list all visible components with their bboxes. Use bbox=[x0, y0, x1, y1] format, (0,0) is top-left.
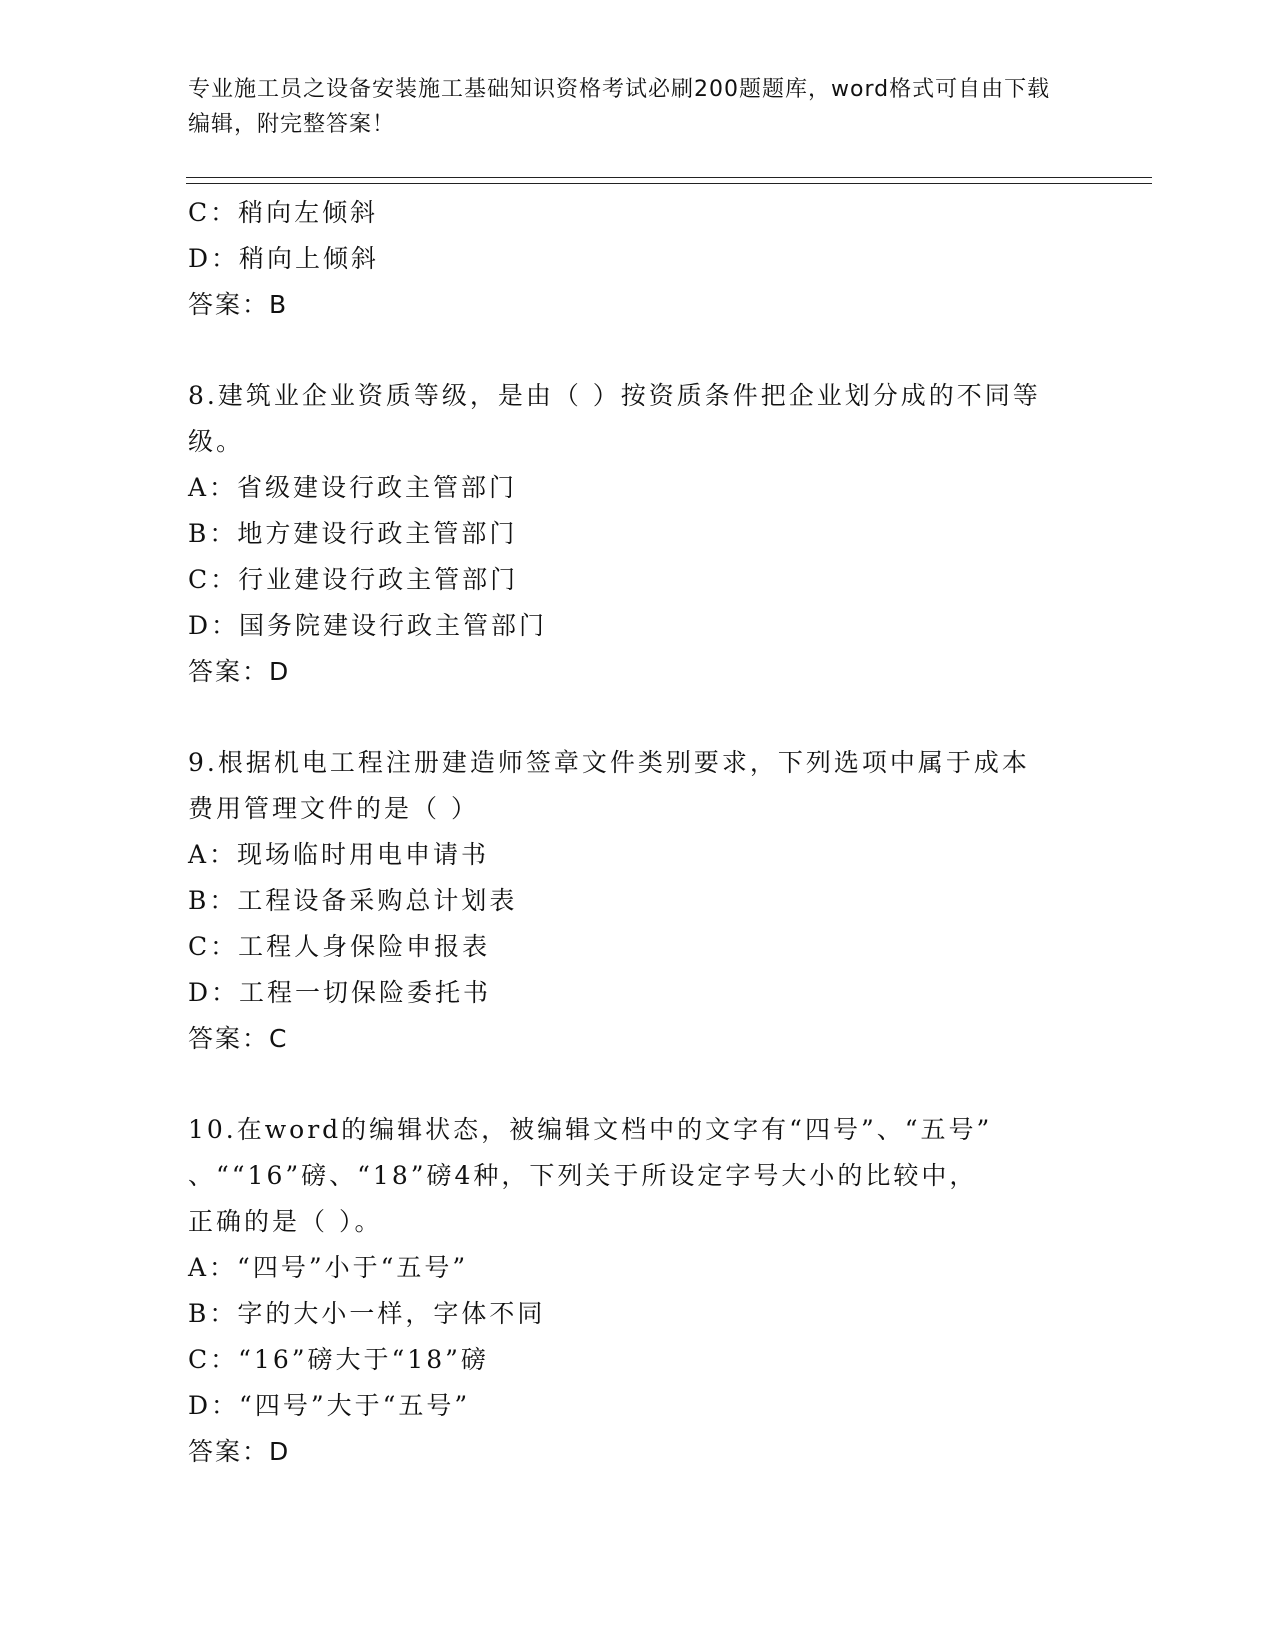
question-stem-line: 8.建筑业企业资质等级，是由（ ）按资质条件把企业划分成的不同等 bbox=[188, 381, 1041, 410]
header-divider-top bbox=[186, 177, 1152, 178]
option-line: C：行业建设行政主管部门 bbox=[188, 565, 519, 594]
question-stem-line: 正确的是（ ）。 bbox=[188, 1207, 383, 1236]
option-line: C：工程人身保险申报表 bbox=[188, 932, 491, 961]
previous-question-tail bbox=[188, 190, 1088, 328]
spacer bbox=[188, 695, 1088, 740]
answer-line: 答案：D bbox=[188, 1437, 291, 1466]
option-line: D：国务院建设行政主管部门 bbox=[188, 611, 548, 640]
option-line: C：“16”磅大于“18”磅 bbox=[188, 1345, 489, 1374]
question-stem-line: 9.根据机电工程注册建造师签章文件类别要求，下列选项中属于成本 bbox=[188, 748, 1030, 777]
option-line: B：字的大小一样，字体不同 bbox=[188, 1299, 546, 1328]
question-stem-line: 级。 bbox=[188, 427, 245, 456]
answer-line: 答案：B bbox=[188, 290, 289, 319]
option-line: A：“四号”小于“五号” bbox=[188, 1253, 469, 1282]
question-10 bbox=[188, 1107, 1088, 1475]
question-stem-line: 、““16”磅、“18”磅4种，下列关于所设定字号大小的比较中， bbox=[188, 1161, 978, 1190]
option-line: B：地方建设行政主管部门 bbox=[188, 519, 518, 548]
option-line: A：现场临时用电申请书 bbox=[188, 840, 490, 869]
option-line: D：稍向上倾斜 bbox=[188, 244, 380, 273]
option-line: C：稍向左倾斜 bbox=[188, 198, 379, 227]
question-8 bbox=[188, 373, 1088, 695]
option-line: A：省级建设行政主管部门 bbox=[188, 473, 518, 502]
spacer bbox=[188, 1062, 1088, 1107]
answer-line: 答案：C bbox=[188, 1024, 289, 1053]
option-line: D：工程一切保险委托书 bbox=[188, 978, 492, 1007]
question-stem-line: 10.在word的编辑状态，被编辑文档中的文字有“四号”、“五号” bbox=[188, 1115, 993, 1144]
header-divider-bottom bbox=[186, 183, 1152, 184]
question-9 bbox=[188, 740, 1088, 1062]
option-line: B：工程设备采购总计划表 bbox=[188, 886, 518, 915]
answer-line: 答案：D bbox=[188, 657, 291, 686]
question-stem-line: 费用管理文件的是（ ） bbox=[188, 794, 479, 823]
document-body bbox=[188, 190, 1088, 1475]
option-line: D：“四号”大于“五号” bbox=[188, 1391, 471, 1420]
spacer bbox=[188, 328, 1088, 373]
document-header-title: 专业施工员之设备安装施工基础知识资格考试必刷200题题库，word格式可自由下载编辑，附完整答案！ bbox=[188, 77, 1051, 137]
